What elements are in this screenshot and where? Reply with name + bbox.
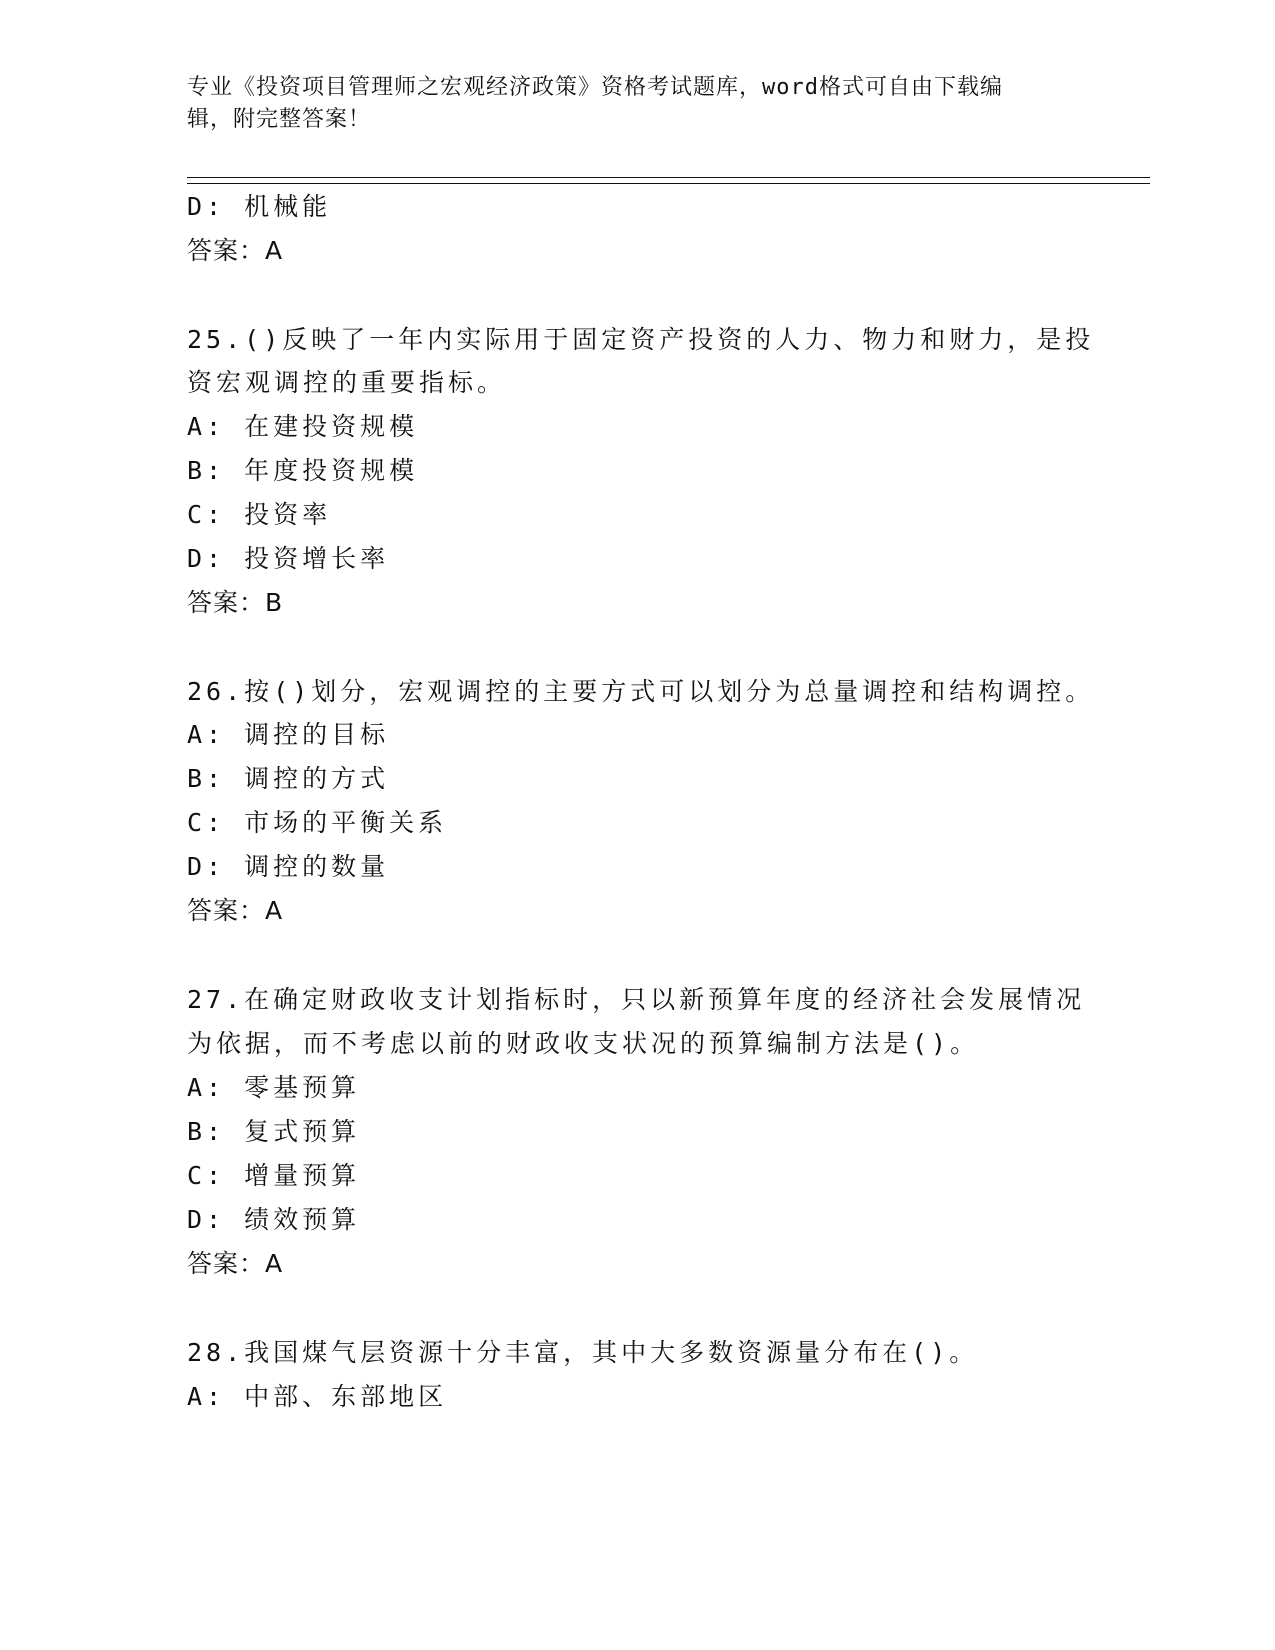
header-line-2: 辑，附完整答案！ [187,107,372,132]
q25-option-c: C: 投资率 [187,500,332,529]
q25-stem-line-2: 资宏观调控的重要指标。 [187,368,507,397]
q27-option-a: A: 零基预算 [187,1073,361,1102]
q25-option-b: B: 年度投资规模 [187,456,419,485]
q25-option-d: D: 投资增长率 [187,544,390,573]
q26-answer: 答案：A [187,896,284,925]
q25-option-a: A: 在建投资规模 [187,412,419,441]
q27-answer: 答案：A [187,1249,284,1278]
q27-stem-line-1: 27.在确定财政收支计划指标时，只以新预算年度的经济社会发展情况 [187,985,1086,1014]
document-header [187,72,1077,136]
q28-option-a: A: 中部、东部地区 [187,1382,448,1411]
q27-option-c: C: 增量预算 [187,1161,361,1190]
q26-stem-line-1: 26.按()划分，宏观调控的主要方式可以划分为总量调控和结构调控。 [187,677,1095,706]
q25-stem-line-1: 25.()反映了一年内实际用于固定资产投资的人力、物力和财力，是投 [187,325,1095,354]
header-rule-top [187,177,1150,178]
q26-option-c: C: 市场的平衡关系 [187,808,448,837]
q26-option-b: B: 调控的方式 [187,764,390,793]
header-line-1: 专业《投资项目管理师之宏观经济政策》资格考试题库，word格式可自由下载编 [187,75,1003,100]
header-rule-bottom [187,183,1150,184]
prev-option-d: D: 机械能 [187,192,332,221]
q27-option-d: D: 绩效预算 [187,1205,361,1234]
prev-answer: 答案：A [187,236,284,265]
q26-option-d: D: 调控的数量 [187,852,390,881]
q26-option-a: A: 调控的目标 [187,720,390,749]
q25-answer: 答案：B [187,588,284,617]
q27-stem-line-2: 为依据，而不考虑以前的财政收支状况的预算编制方法是()。 [187,1029,980,1058]
q28-stem-line-1: 28.我国煤气层资源十分丰富，其中大多数资源量分布在()。 [187,1338,979,1367]
q27-option-b: B: 复式预算 [187,1117,361,1146]
